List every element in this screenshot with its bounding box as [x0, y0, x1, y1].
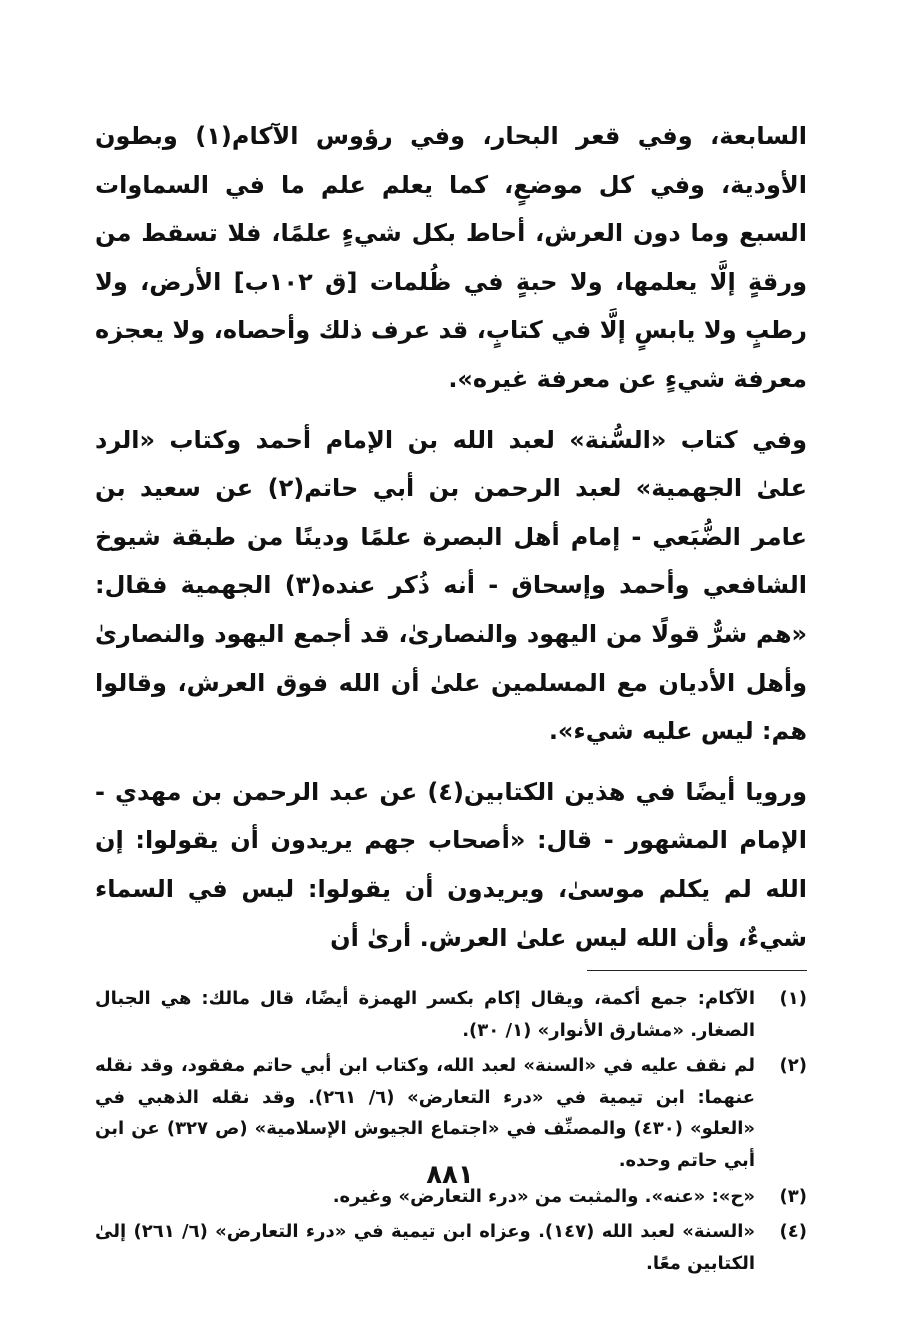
footnote-text: «السنة» لعبد الله (١٤٧). وعزاه ابن تيمية في «درء التعارض» (٦/ ٢٦١) إلىٰ الكتابين معًا.: [95, 1221, 755, 1274]
footnote-text: لم نقف عليه في «السنة» لعبد الله، وكتاب ابن أبي حاتم مفقود، وقد نقله عنهما: ابن تيمية في «درء التعارض» (٦/ ٢٦١). وقد نقله الذهبي في «العلو» (٤٣٠) والمصنِّف في «اجتماع الجيوش الإسلامية» (ص ٣٢٧) عن ابن أبي حاتم وحده.: [95, 1055, 755, 1172]
footnote-number: (٤): [779, 1221, 807, 1243]
footnote-number: (١): [779, 988, 807, 1010]
body-paragraph: السابعة، وفي قعر البحار، وفي رؤوس الآكام(١) وبطون الأودية، وفي كل موضعٍ، كما يعلم علم ما في السماوات السبع وما دون العرش، أحاط بكل شيءٍ علمًا، فلا تسقط من ورقةٍ إلَّا يعلمها، ولا حبةٍ في ظُلمات [ق ١٠٢ب] الأرض، ولا رطبٍ ولا يابسٍ إلَّا في كتابٍ، قد عرف ذلك وأحصاه، ولا يعجزه معرفة شيءٍ عن معرفة غيره».: [95, 122, 807, 393]
page-content: [95, 112, 807, 1283]
footnote: [95, 1216, 807, 1279]
page-number: ٨٨١: [426, 1160, 474, 1190]
footnote-text: «ح»: «عنه». والمثبت من «درء التعارض» وغيره.: [332, 1185, 755, 1207]
footnote-text: الآكام: جمع أكمة، ويقال إكام بكسر الهمزة أيضًا، قال مالك: هي الجبال الصغار. «مشارق الأنوار» (١/ ٣٠).: [95, 988, 755, 1041]
footnote: [95, 983, 807, 1046]
footnote: [95, 1050, 807, 1176]
footnote-number: (٢): [779, 1055, 807, 1077]
footnote-divider: [587, 970, 807, 971]
footnote-number: (٣): [779, 1185, 807, 1207]
footnotes: [95, 983, 807, 1279]
body-paragraph: وفي كتاب «السُّنة» لعبد الله بن الإمام أحمد وكتاب «الرد علىٰ الجهمية» لعبد الرحمن بن أبي حاتم(٢) عن سعيد بن عامر الضُّبَعي - إمام أهل البصرة علمًا ودينًا من طبقة شيوخ الشافعي وأحمد وإسحاق - أنه ذُكر عنده(٣) الجهمية فقال: «هم شرٌّ قولًا من اليهود والنصارىٰ، قد أجمع اليهود والنصارىٰ وأهل الأديان مع المسلمين علىٰ أن الله فوق العرش، وقالوا هم: ليس عليه شيء».: [95, 425, 808, 746]
body-paragraph: ورويا أيضًا في هذين الكتابين(٤) عن عبد الرحمن بن مهدي - الإمام المشهور - قال: «أصحاب جهم يريدون أن يقولوا: إن الله لم يكلم موسىٰ، ويريدون أن يقولوا: ليس في السماء شيءٌ، وأن الله ليس علىٰ العرش. أرىٰ أن: [95, 777, 808, 952]
